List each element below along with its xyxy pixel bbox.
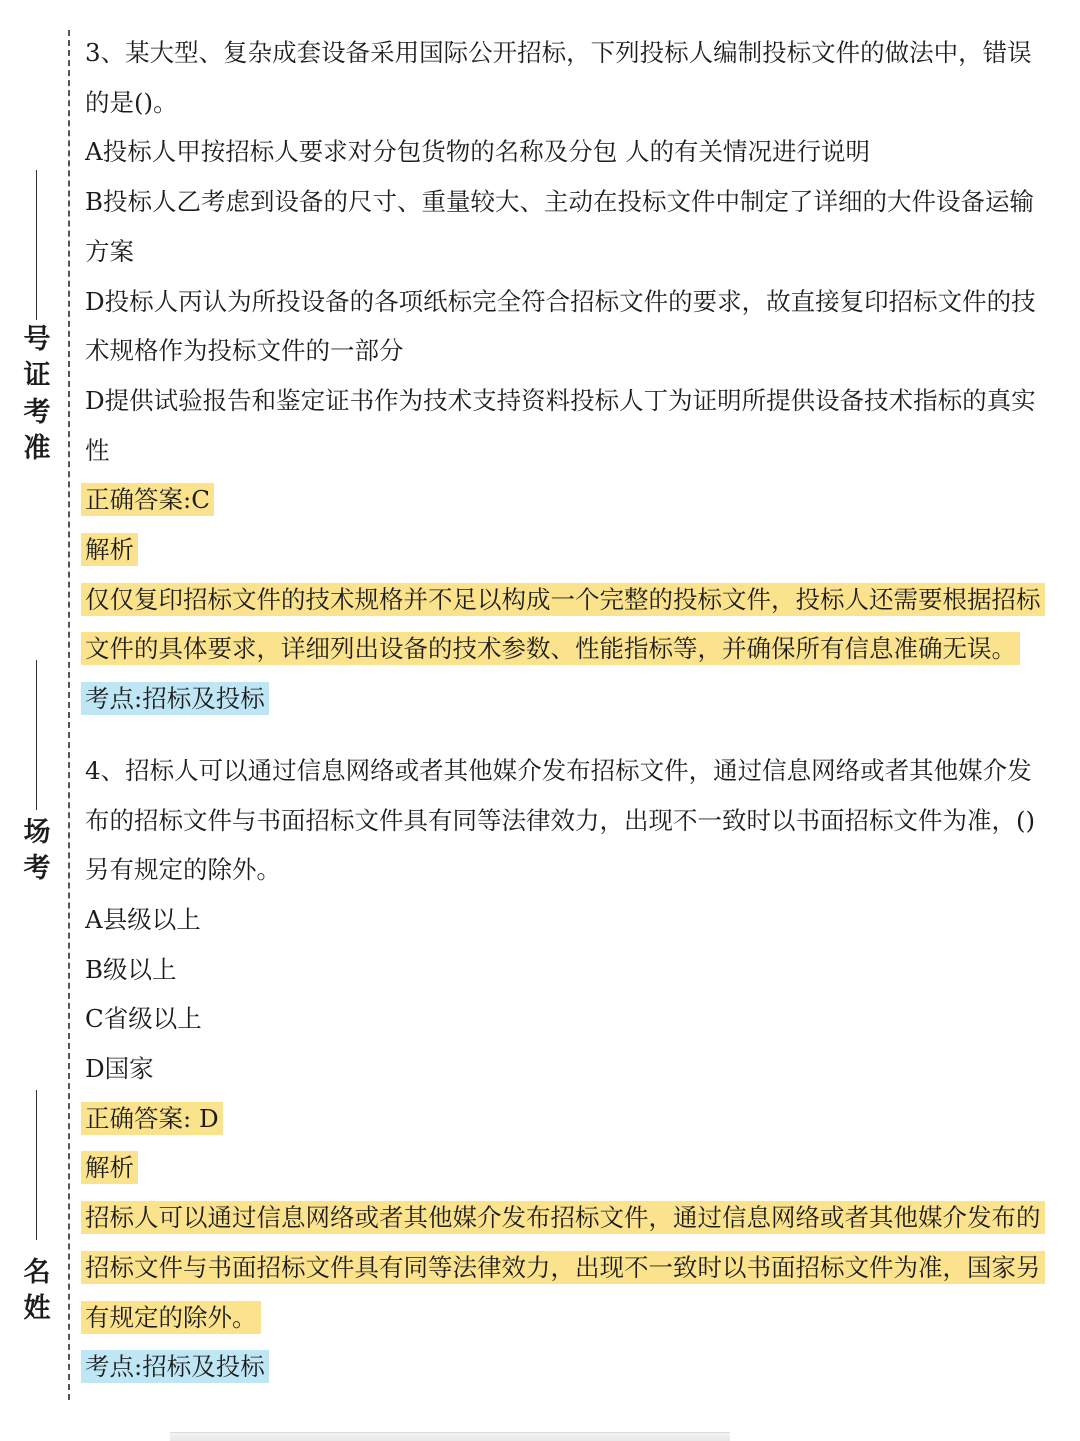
stem-line: 4、招标人可以通过信息网络或者其他媒介发布招标文件，通过信息网络或者其他媒介发 [85,755,1032,785]
topic-tag: 考点:招标及投标 [81,682,269,715]
question-options [85,127,1060,475]
question-stem [85,28,1060,127]
option-line: D提供试验报告和鉴定证书作为技术支持资料投标人丁为证明所提供设备技术指标的真实 [85,385,1036,415]
name-label: 名 姓 [23,1257,51,1325]
option-line: D投标人丙认为所投设备的各项纸标完全符合招标文件的要求，故直接复印招标文件的技 [85,286,1036,316]
stem-line: 的是()。 [85,87,178,117]
field-underline-3 [36,1090,37,1240]
analysis-label: 解析 [81,1151,138,1184]
stem-line: 另有规定的除外。 [85,855,281,885]
analysis-line: 有规定的除外。 [81,1301,261,1334]
option-line: 方案 [85,236,134,266]
question-stem [85,746,1060,895]
field-underline-1 [36,170,37,320]
correct-answer: 正确答案: D [81,1102,223,1135]
correct-answer: 正确答案:C [81,483,214,516]
cut-line [68,30,70,1400]
question-3 [85,28,1060,724]
option-line: A县级以上 [85,904,201,934]
option-line: C省级以上 [85,1004,202,1034]
analysis-line: 仅仅复印招标文件的技术规格并不足以构成一个完整的投标文件，投标人还需要根据招标 [81,583,1045,616]
stem-line: 3、某大型、复杂成套设备采用国际公开招标，下列投标人编制投标文件的做法中，错误 [85,38,1032,67]
option-line: D国家 [85,1054,154,1084]
question-content [85,28,1060,1392]
question-options [85,895,1060,1094]
option-line: 术规格作为投标文件的一部分 [85,336,404,366]
analysis-line: 文件的具体要求，详细列出设备的技术参数、性能指标等，并确保所有信息准确无误。 [81,632,1020,665]
option-line: 性 [85,435,110,465]
option-line: A投标人甲按招标人要求对分包货物的名称及分包 人的有关情况进行说明 [85,137,870,167]
analysis-label: 解析 [81,533,138,566]
question-4 [85,746,1060,1392]
exam-number-label: 号 证 考 准 [23,324,51,465]
stem-line: 布的招标文件与书面招标文件具有同等法律效力，出现不一致时以书面招标文件为准，() [85,805,1036,835]
analysis-line: 招标人可以通过信息网络或者其他媒介发布招标文件，通过信息网络或者其他媒介发布的 [81,1201,1045,1234]
option-line: B级以上 [85,954,177,984]
option-line: B投标人乙考虑到设备的尺寸、重量较大、主动在投标文件中制定了详细的大件设备运输 [85,187,1035,217]
analysis-line: 招标文件与书面招标文件具有同等法律效力，出现不一致时以书面招标文件为准，国家另 [81,1251,1045,1284]
field-underline-2 [36,660,37,810]
analysis-text [85,1193,1060,1342]
topic-tag: 考点:招标及投标 [81,1350,269,1383]
exam-room-label: 场 考 [23,817,51,885]
analysis-text [85,575,1060,674]
binding-margin [0,0,72,1440]
